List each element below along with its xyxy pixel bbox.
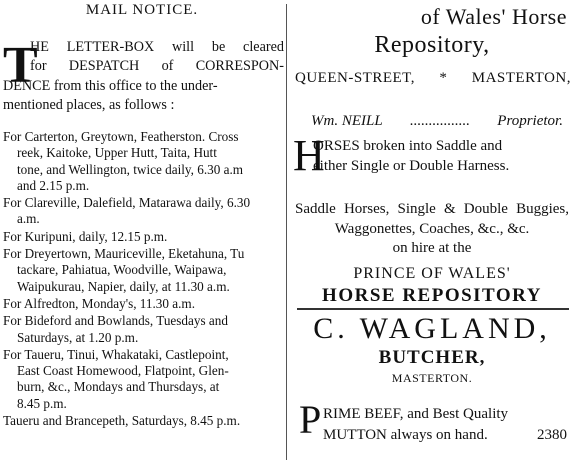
- route-line: a.m.: [17, 211, 40, 227]
- hire-services: [291, 200, 573, 259]
- advert-divider: [297, 308, 569, 310]
- advertisements-column: [291, 0, 573, 462]
- route-line: East Coast Homewood, Flatpoint, Glen-: [17, 363, 229, 379]
- intro-line: for DESPATCH of CORRESPON-: [30, 57, 284, 74]
- horses-line: ORSES broken into Saddle and: [313, 138, 503, 154]
- horses-drop-cap: H: [293, 131, 325, 180]
- advert-number: 2380: [537, 427, 567, 443]
- butcher-town: MASTERTON.: [391, 371, 473, 385]
- horses-text: [313, 136, 567, 176]
- service-line: Saddle Horses, Single & Double Buggies,: [295, 201, 569, 217]
- repository-heading: Repository,: [374, 32, 490, 58]
- prime-line: MUTTON always on hand.: [323, 427, 488, 443]
- mail-route: [3, 129, 284, 194]
- prince-of-wales-line: PRINCE OF WALES': [353, 265, 511, 282]
- route-line: For Taueru, Tinui, Whakataki, Castlepoint,: [3, 346, 229, 362]
- route-line: For Clareville, Dalefield, Matarawa daily, 6.30: [3, 195, 251, 211]
- prime-line-two: [323, 425, 567, 446]
- column-divider: [286, 4, 287, 460]
- intro-line: DENCE from this office to the under-: [3, 78, 218, 94]
- mail-route-list: [3, 129, 284, 430]
- route-line: Saturdays, at 1.20 p.m.: [17, 329, 139, 345]
- prime-line: RIME BEEF, and Best Quality: [323, 406, 509, 422]
- route-line: For Kuripuni, daily, 12.15 p.m.: [3, 228, 168, 244]
- mail-route: [3, 347, 284, 412]
- route-line: burn, &c., Mondays and Thursdays, at: [17, 379, 220, 395]
- route-line: For Dreyertown, Mauriceville, Eketahuna, Tu: [3, 246, 245, 262]
- drop-cap-letter: T: [3, 37, 38, 94]
- proprietor-line: [311, 113, 563, 130]
- notice-intro-continued: [3, 77, 284, 114]
- service-line: on hire at the: [392, 240, 472, 256]
- repository-heading-top: of Wales' Horse: [420, 4, 567, 29]
- mail-notice-column: [0, 0, 284, 462]
- mail-notice-title: MAIL NOTICE.: [85, 2, 199, 18]
- intro-line: mentioned places, as follows :: [3, 96, 175, 113]
- address-street: QUEEN-STREET,: [295, 70, 415, 86]
- route-line: For Alfredton, Monday's, 11.30 a.m.: [3, 295, 195, 311]
- mail-route: [3, 229, 284, 245]
- service-line: Waggonettes, Coaches, &c., &c.: [334, 220, 530, 237]
- mail-route: [3, 296, 284, 312]
- horses-line: either Single or Double Harness.: [313, 158, 510, 174]
- prime-beef-text: [323, 404, 567, 446]
- route-line: reek, Kaitoke, Upper Hutt, Taita, Hutt: [17, 145, 217, 161]
- address-star: *: [439, 70, 448, 86]
- mail-route: [3, 246, 284, 295]
- notice-intro: [30, 38, 284, 75]
- route-line: and 2.15 p.m.: [17, 177, 90, 193]
- route-line: For Bideford and Bowlands, Tuesdays and: [3, 313, 228, 329]
- route-line: Taueru and Brancepeth, Saturdays, 8.45 p.m.: [3, 413, 241, 429]
- horse-repository-line: HORSE REPOSITORY: [322, 285, 542, 306]
- repository-address: [295, 70, 571, 87]
- mail-route: [3, 313, 284, 346]
- route-line: For Carterton, Greytown, Featherston. Cross: [3, 129, 239, 144]
- prime-drop-cap: P: [299, 397, 322, 442]
- proprietor-title: Proprietor.: [497, 113, 563, 129]
- wagland-heading: C. WAGLAND,: [313, 312, 551, 345]
- proprietor-name: Wm. NEILL: [311, 113, 383, 129]
- route-line: Waipukurau, Napier, daily, at 11.30 a.m.: [17, 278, 230, 294]
- butcher-heading: BUTCHER,: [378, 347, 486, 368]
- proprietor-dots: ................: [409, 113, 470, 129]
- route-line: 8.45 p.m.: [17, 395, 67, 411]
- route-line: tackare, Pahiatua, Woodville, Waipawa,: [17, 262, 227, 278]
- route-line: tone, and Wellington, twice daily, 6.30 a.m: [17, 161, 244, 177]
- mail-route: [3, 413, 284, 429]
- address-town: MASTERTON,: [471, 70, 571, 86]
- mail-route: [3, 195, 284, 228]
- intro-line: HE LETTER-BOX will be cleared: [30, 39, 284, 55]
